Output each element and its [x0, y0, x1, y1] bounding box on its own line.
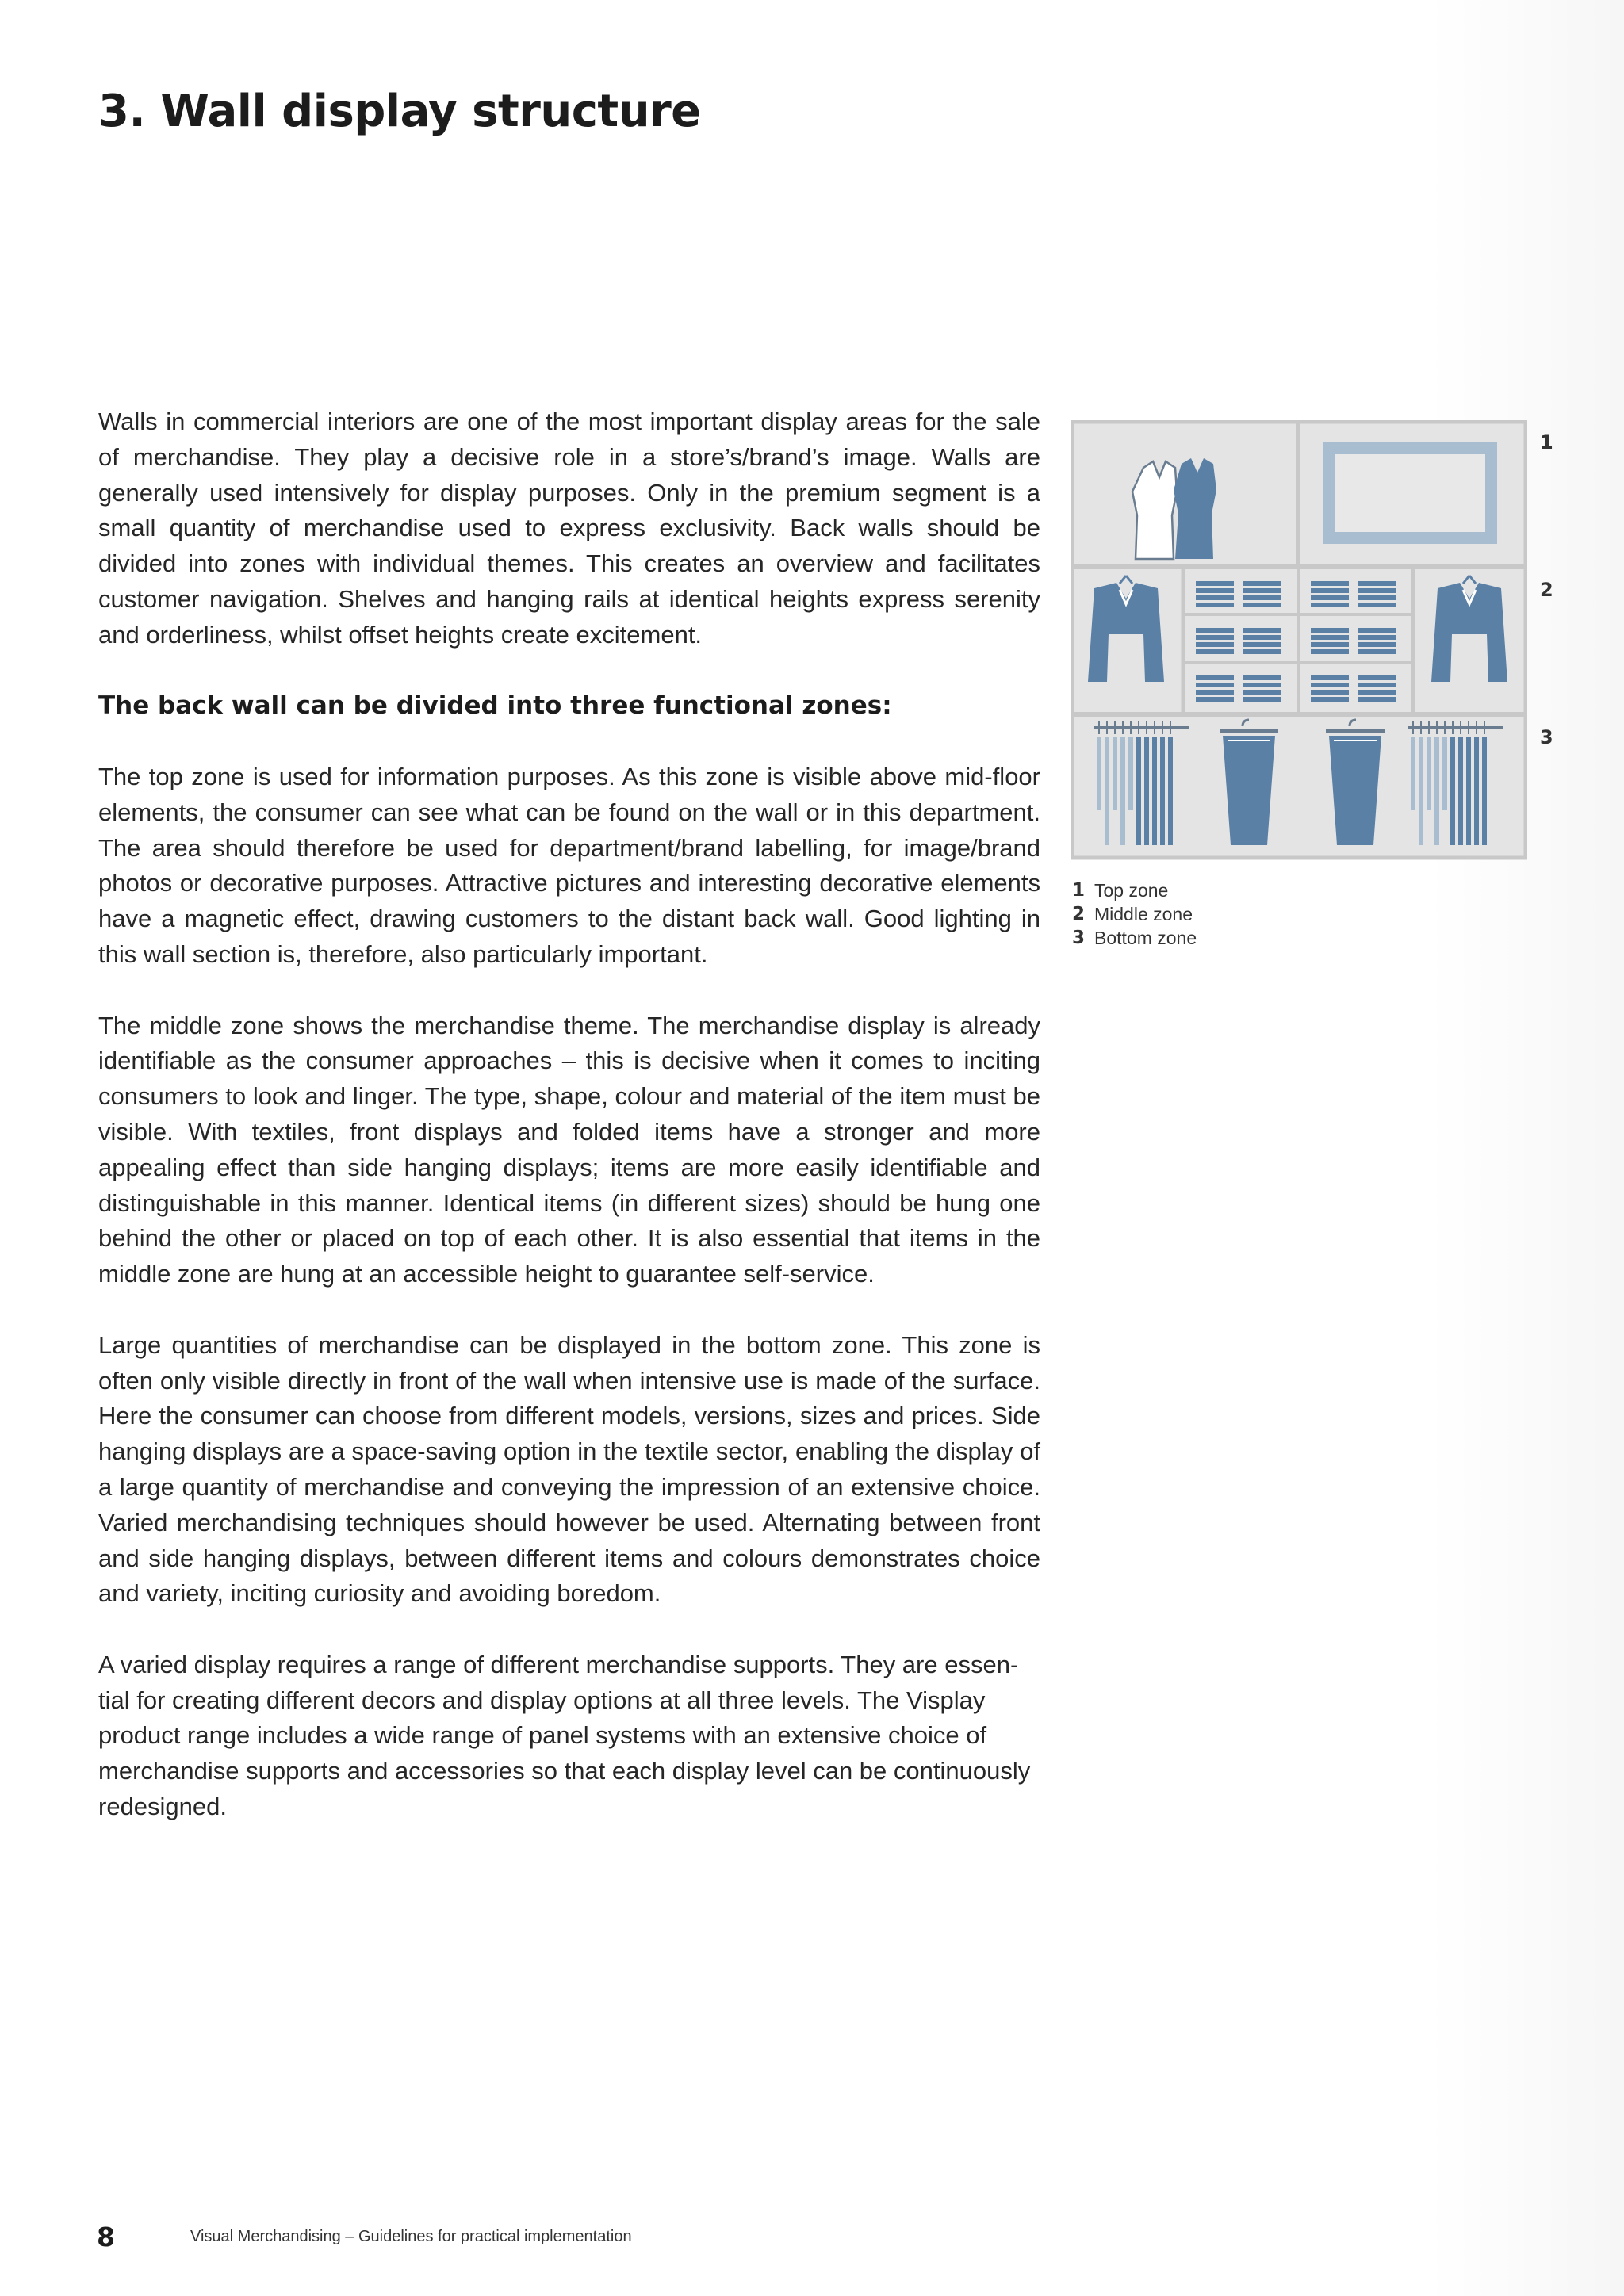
mannequin-bust-white — [1132, 461, 1177, 559]
legend-number: 2 — [1072, 904, 1086, 924]
middle-zone-paragraph: The middle zone shows the merchandise theme. The merchandise display is already identifiable as the consumer approaches – this is decisive when it comes to inciting consumers to look and linger. The type, shape, colour and material of the item must be visible. With textiles, front displays and folded items have a stronger and more appealing effect than side hanging displays; items are more easily identifiable and distinguishable in this manner. Identical items (in different sizes) should be hung one behind the other or placed on top of each other. It is also essential that items in the middle zone are hung at an accessible height to guarantee self-service. — [98, 1011, 1040, 1288]
legend-number: 3 — [1072, 928, 1086, 948]
wall-zone-illustration — [1071, 420, 1527, 861]
intro-paragraph: Walls in commercial interiors are one of the most important display areas for the sale of merchandise. They play a decisive role in a store’s/brand’s image. Walls are generally used intensively for display purposes. Only in the premium segment is a small quantity of merchandise used to express exclusivity. Back walls should be divided into zones with individual themes. This creates an overview and facilitates customer navigation. Shelves and hanging rails at identical heights express serenity and orderliness, whilst offset heights create excitement. — [98, 408, 1040, 649]
zones-subheading: The back wall can be divided into three functional zones: — [98, 691, 892, 721]
legend-label: Bottom zone — [1094, 928, 1197, 948]
mannequin-bust-blue — [1174, 458, 1216, 559]
figure-legend — [1072, 878, 1197, 950]
legend-number: 1 — [1072, 880, 1086, 901]
page-number: 8 — [97, 2221, 115, 2252]
legend-item-top-zone — [1072, 878, 1197, 902]
legend-label: Middle zone — [1094, 904, 1193, 924]
page-title: 3. Wall display structure — [98, 86, 701, 137]
legend-item-middle-zone — [1072, 902, 1197, 926]
zone-number-3: 3 — [1540, 726, 1553, 748]
body-text — [98, 404, 1040, 1861]
picture-frame-inner — [1335, 454, 1485, 532]
zone-number-2: 2 — [1540, 579, 1553, 601]
footer-text: Visual Merchandising – Guidelines for practical implementation — [190, 2228, 632, 2245]
legend-label: Top zone — [1094, 880, 1169, 901]
legend-item-bottom-zone — [1072, 926, 1197, 950]
top-zone-paragraph: The top zone is used for information purposes. As this zone is visible above mid-floor elements, the consumer can see what can be found on the wall or in this department. The area should therefore be used for department/brand labelling, for image/brand photos or decorative purposes. Attractive pictures and interesting decorative elements have a magnetic effect, drawing customers to the distant back wall. Good lighting in this wall section is, therefore, also particularly important. — [98, 762, 1040, 968]
bottom-zone-paragraph: Large quantities of merchandise can be displayed in the bottom zone. This zone is often only visible directly in front of the wall when intensive use is made of the surface. Here the consumer can choose from different models, versions, sizes and prices. Side hanging displays are a space-saving option in the textile sector, enabling the display of a large quantity of merchandise and conveying the impression of an extensive choice. Varied merchandising techniques should however be used. Alternating between front and side hanging displays, between different items and colours demonstrates choice and variety, inciting curiosity and avoiding boredom. — [98, 1330, 1040, 1608]
supports-paragraph: A varied display requires a range of different merchandise supports. They are essential for creating different decors and display options at all three levels. The Visplay product range includes a wide range of panel systems with an extensive choice of merchandise supports and accessories so that each display level can be continuously redesigned. — [98, 1650, 1031, 1821]
zone-number-1: 1 — [1540, 431, 1553, 453]
